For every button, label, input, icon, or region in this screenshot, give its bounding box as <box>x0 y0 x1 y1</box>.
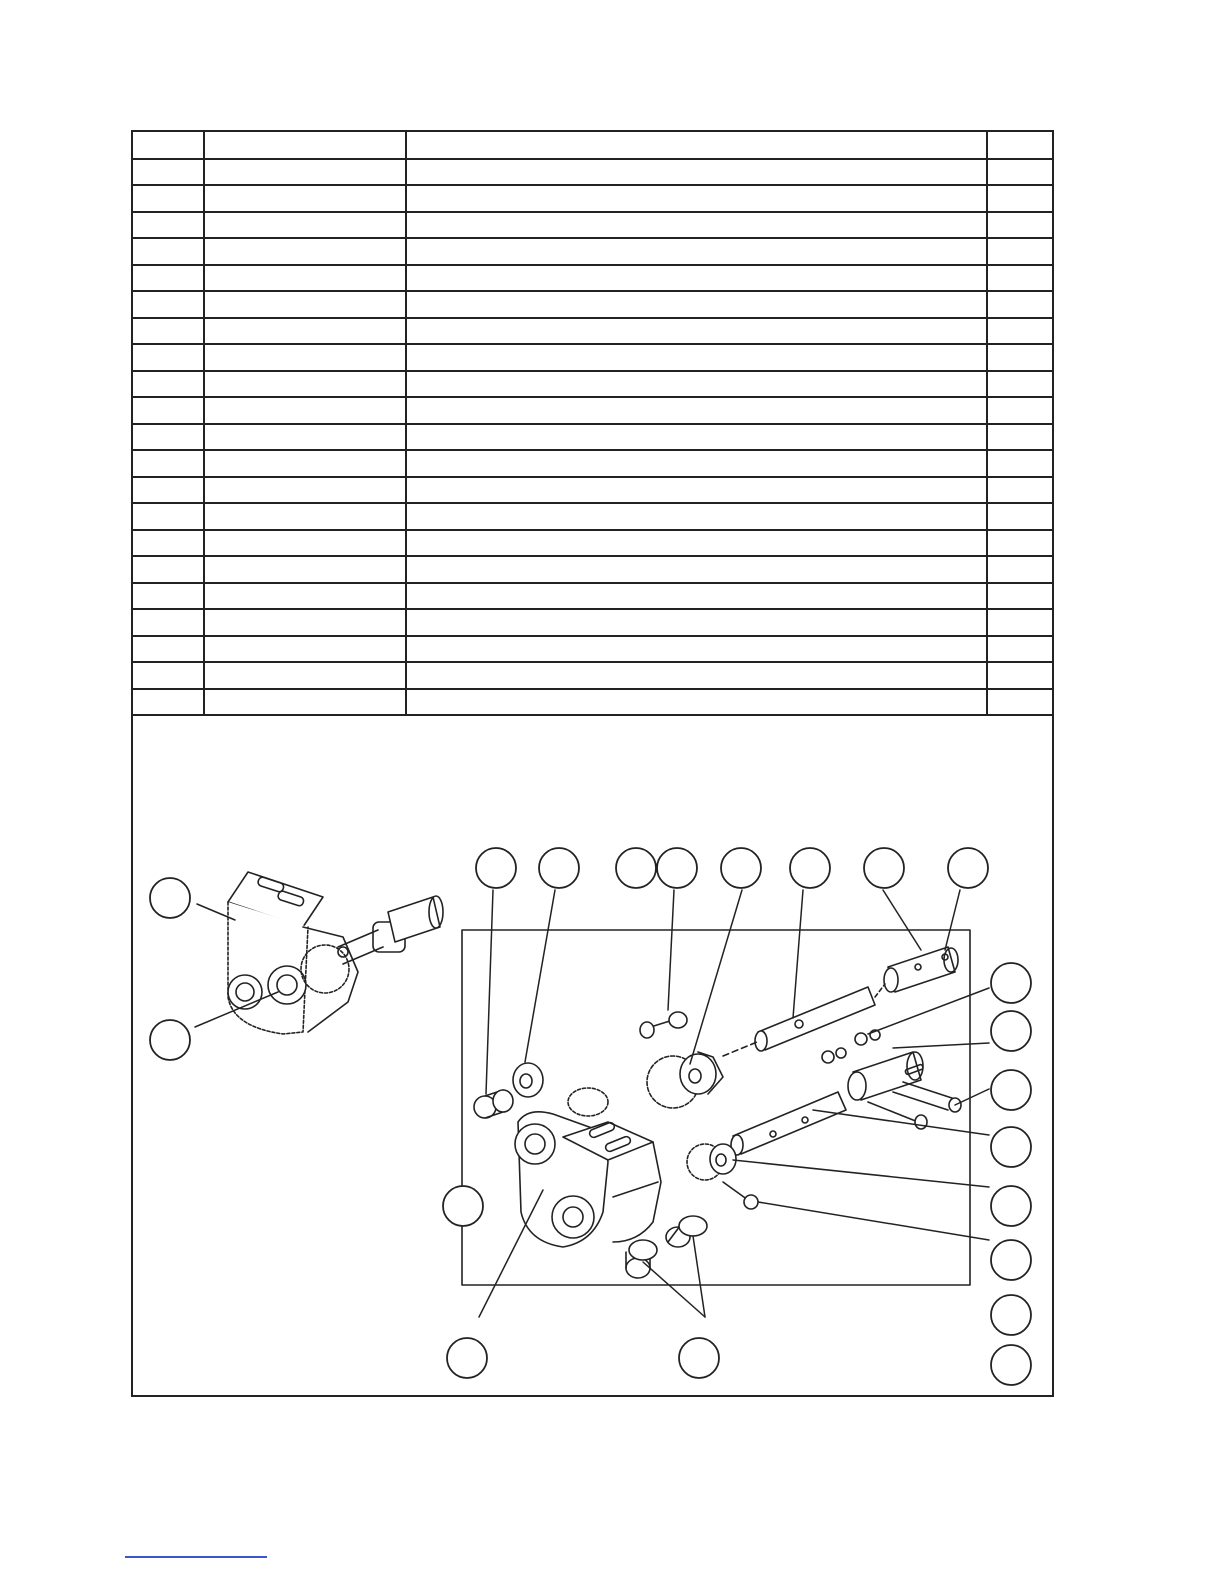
table-cell <box>987 238 1052 265</box>
table-row <box>133 503 1052 530</box>
table-cell <box>204 132 406 159</box>
footer-link-underline[interactable] <box>125 1556 267 1558</box>
table-cell <box>987 689 1052 716</box>
table-cell <box>987 132 1052 159</box>
table-cell <box>204 397 406 424</box>
table-cell <box>406 636 987 663</box>
table-cell <box>987 477 1052 504</box>
callout-balloon <box>948 848 988 888</box>
table-cell <box>406 238 987 265</box>
callout-balloon <box>991 1240 1031 1280</box>
callout-balloon <box>443 1186 483 1226</box>
table-cell <box>406 291 987 318</box>
table-row <box>133 556 1052 583</box>
table-cell <box>987 212 1052 239</box>
callout-balloon <box>616 848 656 888</box>
table-cell <box>204 556 406 583</box>
table-cell <box>133 318 204 345</box>
callout-balloon <box>991 1345 1031 1385</box>
table-cell <box>133 530 204 557</box>
table-cell <box>204 212 406 239</box>
exploded-assembly-diagram <box>133 802 1052 1395</box>
table-row <box>133 583 1052 610</box>
callout-balloon <box>991 963 1031 1003</box>
table-row <box>133 344 1052 371</box>
table-cell <box>987 397 1052 424</box>
table-cell <box>406 477 987 504</box>
table-row <box>133 530 1052 557</box>
callout-balloon <box>991 1186 1031 1226</box>
table-cell <box>204 291 406 318</box>
table-cell <box>133 583 204 610</box>
table-row <box>133 477 1052 504</box>
table-row <box>133 662 1052 689</box>
table-cell <box>204 371 406 398</box>
table-cell <box>133 689 204 716</box>
table-cell <box>406 265 987 292</box>
table-cell <box>406 450 987 477</box>
table-cell <box>406 159 987 186</box>
table-cell <box>133 185 204 212</box>
callout-balloon <box>476 848 516 888</box>
table-cell <box>204 318 406 345</box>
table-cell <box>987 503 1052 530</box>
table-cell <box>987 583 1052 610</box>
table-cell <box>406 318 987 345</box>
table-row <box>133 265 1052 292</box>
table-cell <box>406 371 987 398</box>
table-cell <box>406 530 987 557</box>
callout-balloon <box>679 1338 719 1378</box>
callout-balloon <box>864 848 904 888</box>
table-row <box>133 212 1052 239</box>
table-cell <box>406 662 987 689</box>
table-cell <box>406 689 987 716</box>
table-cell <box>204 344 406 371</box>
table-cell <box>987 609 1052 636</box>
table-cell <box>987 556 1052 583</box>
table-row <box>133 424 1052 451</box>
table-cell <box>406 556 987 583</box>
table-cell <box>204 583 406 610</box>
table-cell <box>133 609 204 636</box>
callout-balloon <box>657 848 697 888</box>
table-row <box>133 185 1052 212</box>
table-cell <box>133 212 204 239</box>
callout-balloon <box>991 1295 1031 1335</box>
assembled-view <box>228 872 443 1034</box>
table-cell <box>987 530 1052 557</box>
table-cell <box>133 132 204 159</box>
table-cell <box>406 424 987 451</box>
table-cell <box>987 159 1052 186</box>
table-row <box>133 371 1052 398</box>
table-row <box>133 450 1052 477</box>
callout-balloon <box>721 848 761 888</box>
table-cell <box>204 662 406 689</box>
table-cell <box>204 159 406 186</box>
table-cell <box>406 609 987 636</box>
table-cell <box>204 689 406 716</box>
table-cell <box>406 397 987 424</box>
table-cell <box>204 636 406 663</box>
table-cell <box>204 265 406 292</box>
callout-balloon <box>447 1338 487 1378</box>
table-row <box>133 159 1052 186</box>
table-cell <box>133 238 204 265</box>
table-cell <box>204 503 406 530</box>
table-row <box>133 397 1052 424</box>
table-header-row <box>133 132 1052 159</box>
table-row <box>133 689 1052 716</box>
callout-balloon <box>150 1020 190 1060</box>
table-cell <box>133 397 204 424</box>
table-cell <box>133 450 204 477</box>
callout-balloon <box>150 878 190 918</box>
table-cell <box>987 291 1052 318</box>
table-cell <box>204 185 406 212</box>
table-cell <box>204 530 406 557</box>
table-cell <box>133 503 204 530</box>
table-cell <box>133 477 204 504</box>
table-cell <box>133 636 204 663</box>
table-cell <box>204 609 406 636</box>
table-cell <box>406 132 987 159</box>
callout-balloon <box>790 848 830 888</box>
table-cell <box>133 265 204 292</box>
table-cell <box>133 371 204 398</box>
callout-balloon <box>539 848 579 888</box>
table-cell <box>406 583 987 610</box>
callout-balloon <box>991 1070 1031 1110</box>
table-cell <box>133 159 204 186</box>
parts-table-body <box>133 132 1052 715</box>
table-cell <box>133 556 204 583</box>
table-cell <box>987 318 1052 345</box>
table-cell <box>204 450 406 477</box>
table-row <box>133 318 1052 345</box>
table-cell <box>987 662 1052 689</box>
table-cell <box>406 212 987 239</box>
table-cell <box>987 371 1052 398</box>
table-cell <box>987 344 1052 371</box>
table-cell <box>133 344 204 371</box>
table-cell <box>133 662 204 689</box>
table-cell <box>987 185 1052 212</box>
table-cell <box>204 477 406 504</box>
table-cell <box>406 185 987 212</box>
diagram-drawing <box>133 802 1052 1395</box>
table-row <box>133 636 1052 663</box>
callout-balloon <box>991 1011 1031 1051</box>
table-cell <box>987 636 1052 663</box>
table-row <box>133 609 1052 636</box>
table-cell <box>204 238 406 265</box>
callout-balloon <box>991 1127 1031 1167</box>
table-row <box>133 238 1052 265</box>
table-cell <box>406 344 987 371</box>
table-cell <box>987 424 1052 451</box>
parts-table <box>133 132 1052 716</box>
table-cell <box>204 424 406 451</box>
table-cell <box>133 291 204 318</box>
exploded-parts <box>474 947 961 1278</box>
parts-list-sheet <box>131 130 1054 1397</box>
table-cell <box>406 503 987 530</box>
table-cell <box>987 450 1052 477</box>
table-cell <box>987 265 1052 292</box>
table-row <box>133 291 1052 318</box>
table-cell <box>133 424 204 451</box>
